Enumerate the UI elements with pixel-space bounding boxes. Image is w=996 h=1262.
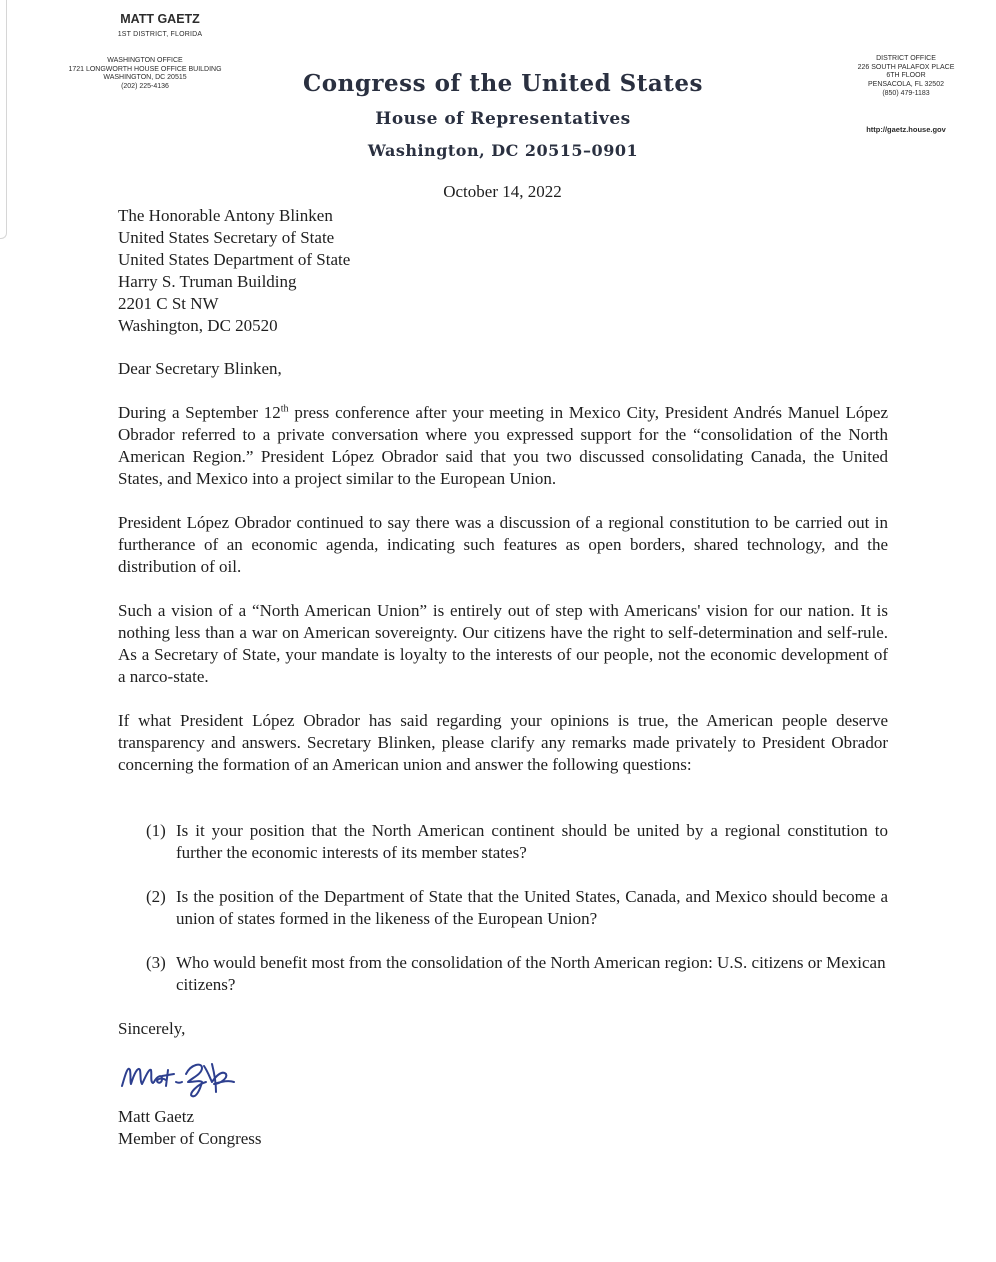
congress-title: Congress of the United States xyxy=(302,70,704,97)
recipient-address xyxy=(118,205,350,337)
dc-office-line2: WASHINGTON, DC 20515 xyxy=(103,74,187,81)
dc-office-phone: (202) 225-4136 xyxy=(121,82,169,90)
dc-office-line1: 1721 LONGWORTH HOUSE OFFICE BUILDING xyxy=(68,65,222,73)
body-paragraph-1 xyxy=(118,402,888,490)
ordinal-suffix: th xyxy=(280,403,289,415)
house-title: House of Representatives xyxy=(375,109,631,129)
city-line: Washington, DC 20515–0901 xyxy=(367,141,639,160)
dc-office-block xyxy=(40,57,250,91)
question-text: Is the position of the Department of State that the United States, Canada, and Mexico should become a union of states formed in the likeness of the European Union? xyxy=(176,887,888,928)
recipient-line: United States Secretary of State xyxy=(118,228,335,247)
paragraph-1-start: During a September 12 xyxy=(118,403,281,422)
recipient-line: United States Department of State xyxy=(118,250,351,269)
body-paragraph-4: If what President López Obrador has said regarding your opinions is true, the American people deserve transparency and answers. Secretary Blinken, please clarify any remarks made privately to President Obrador concerning the formation of an American union and answer the following questions: xyxy=(118,711,888,774)
recipient-line: The Honorable Antony Blinken xyxy=(118,206,333,225)
district-office-title: DISTRICT OFFICE xyxy=(876,55,936,62)
handwritten-signature xyxy=(116,1052,246,1100)
district-office-line3: PENSACOLA, FL 32502 xyxy=(867,81,944,89)
signer-block xyxy=(118,1106,262,1150)
question-number: (2) xyxy=(146,887,166,906)
district-office-line2: 6TH FLOOR xyxy=(886,72,926,80)
signer-name: Matt Gaetz xyxy=(118,1107,194,1126)
recipient-line: Harry S. Truman Building xyxy=(118,272,297,291)
website-link[interactable]: http://gaetz.house.gov xyxy=(866,125,946,134)
recipient-line: 2201 C St NW xyxy=(118,294,219,313)
closing: Sincerely, xyxy=(118,1019,186,1038)
question-item-3 xyxy=(146,952,888,996)
member-district: 1ST DISTRICT, FLORIDA xyxy=(117,31,203,38)
question-text: Who would benefit most from the consolidation of the North American region: U.S. citizens or Mexican citizens? xyxy=(176,953,886,994)
question-number: (3) xyxy=(146,953,166,972)
page-edge xyxy=(0,0,7,239)
dc-office-title: WASHINGTON OFFICE xyxy=(107,57,183,64)
signer-title: Member of Congress xyxy=(118,1129,262,1148)
question-number: (1) xyxy=(146,821,166,840)
member-name: MATT GAETZ xyxy=(120,12,200,26)
body-paragraph-2: President López Obrador continued to say there was a discussion of a regional constitution to be carried out in furtherance of an economic agenda, indicating such features as open borders, shared technology, and the distribution of oil. xyxy=(118,513,888,576)
body-paragraph-3: Such a vision of a “North American Union” is entirely out of step with Americans' vision for our nation. It is nothing less than a war on American sovereignty. Our citizens have the right to self-determination and self-rule. As a Secretary of State, your mandate is loyalty to the interests of our people, not the economic development of a narco-state. xyxy=(118,601,888,686)
question-text: Is it your position that the North American continent should be united by a regional constitution to further the economic interests of its member states? xyxy=(176,821,888,862)
district-office-block xyxy=(826,55,986,99)
letter-date: October 14, 2022 xyxy=(443,182,562,201)
district-office-phone: (850) 479-1183 xyxy=(882,89,930,97)
salutation: Dear Secretary Blinken, xyxy=(118,359,282,378)
question-item-2 xyxy=(146,886,888,930)
question-item-1 xyxy=(146,820,888,864)
district-office-line1: 226 SOUTH PALAFOX PLACE xyxy=(857,63,955,71)
recipient-line: Washington, DC 20520 xyxy=(118,316,278,335)
paragraph-1-rest: press conference after your meeting in Mexico City, President Andrés Manuel López Obrador referred to a private conversation where you expressed support for the “consolidation of the North American Region.” President López Obrador said that you two discussed consolidating Canada, the United States, and Mexico into a project similar to the European Union. xyxy=(118,403,889,488)
